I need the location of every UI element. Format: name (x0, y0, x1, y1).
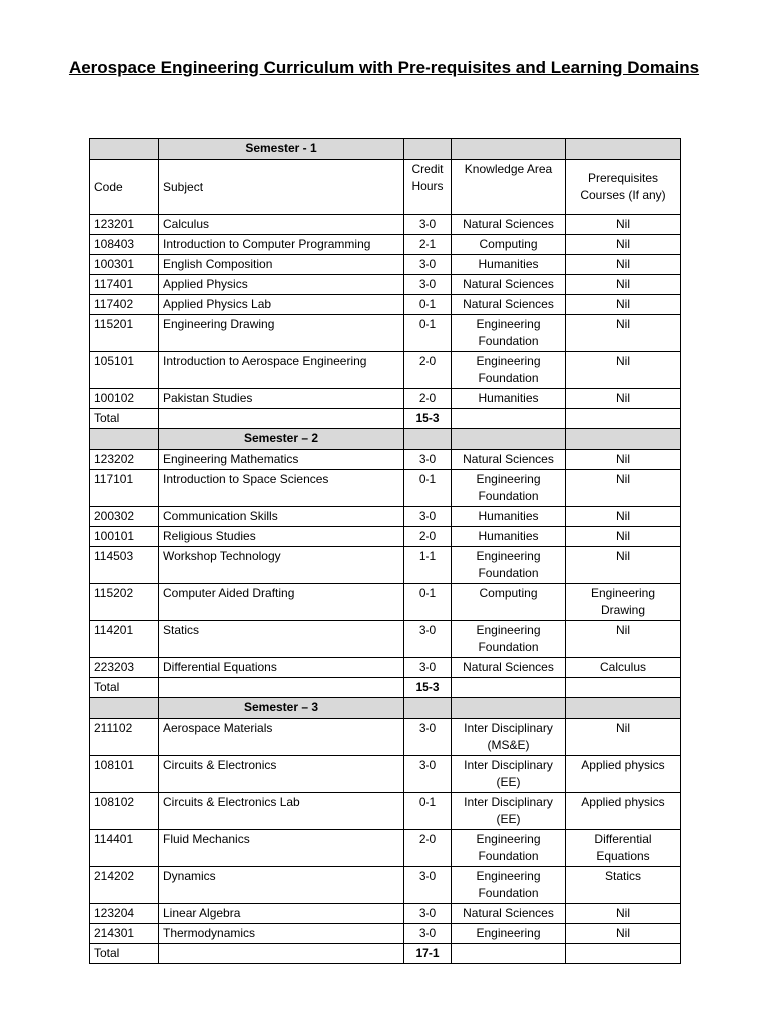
course-row (90, 756, 681, 793)
empty-cell (452, 139, 566, 160)
course-credit-hours: 2-0 (404, 352, 452, 389)
course-knowledge-area: Humanities (452, 255, 566, 275)
total-row (90, 678, 681, 698)
course-prerequisites: Nil (566, 527, 681, 547)
course-subject: Religious Studies (159, 527, 404, 547)
course-prerequisites: Nil (566, 235, 681, 255)
course-code: 123204 (90, 904, 159, 924)
course-code: 211102 (90, 719, 159, 756)
course-subject: Pakistan Studies (159, 389, 404, 409)
course-code: 115202 (90, 584, 159, 621)
course-knowledge-area: Natural Sciences (452, 215, 566, 235)
course-row (90, 830, 681, 867)
course-credit-hours: 2-1 (404, 235, 452, 255)
course-code: 114503 (90, 547, 159, 584)
course-credit-hours: 1-1 (404, 547, 452, 584)
total-credit-hours: 15-3 (404, 678, 452, 698)
course-credit-hours: 3-0 (404, 924, 452, 944)
course-prerequisites: Nil (566, 295, 681, 315)
course-credit-hours: 0-1 (404, 584, 452, 621)
course-prerequisites: Nil (566, 719, 681, 756)
course-row (90, 867, 681, 904)
course-prerequisites: Nil (566, 547, 681, 584)
course-prerequisites: Nil (566, 904, 681, 924)
course-prerequisites: Calculus (566, 658, 681, 678)
course-subject: Introduction to Space Sciences (159, 470, 404, 507)
course-prerequisites: Applied physics (566, 756, 681, 793)
course-code: 117101 (90, 470, 159, 507)
course-subject: Circuits & Electronics Lab (159, 793, 404, 830)
course-row (90, 235, 681, 255)
empty-cell (90, 429, 159, 450)
course-knowledge-area: Engineering Foundation (452, 867, 566, 904)
course-subject: Introduction to Computer Programming (159, 235, 404, 255)
empty-cell (566, 139, 681, 160)
course-code: 108403 (90, 235, 159, 255)
course-prerequisites: Nil (566, 352, 681, 389)
course-code: 114401 (90, 830, 159, 867)
course-credit-hours: 3-0 (404, 867, 452, 904)
course-row (90, 658, 681, 678)
course-row (90, 315, 681, 352)
course-subject: Aerospace Materials (159, 719, 404, 756)
course-code: 214301 (90, 924, 159, 944)
course-knowledge-area: Inter Disciplinary (EE) (452, 793, 566, 830)
column-header-prerequisites: Prerequisites Courses (If any) (566, 160, 681, 215)
course-knowledge-area: Natural Sciences (452, 904, 566, 924)
course-prerequisites: Nil (566, 255, 681, 275)
course-prerequisites: Statics (566, 867, 681, 904)
course-subject: Computer Aided Drafting (159, 584, 404, 621)
course-credit-hours: 3-0 (404, 275, 452, 295)
course-code: 214202 (90, 867, 159, 904)
course-row (90, 904, 681, 924)
course-code: 115201 (90, 315, 159, 352)
course-credit-hours: 3-0 (404, 507, 452, 527)
course-knowledge-area: Engineering Foundation (452, 470, 566, 507)
course-code: 123201 (90, 215, 159, 235)
empty-cell (452, 678, 566, 698)
total-label: Total (90, 944, 159, 964)
course-row (90, 275, 681, 295)
course-code: 100102 (90, 389, 159, 409)
course-credit-hours: 3-0 (404, 756, 452, 793)
course-credit-hours: 3-0 (404, 255, 452, 275)
column-header-credit-hours: Credit Hours (404, 160, 452, 215)
course-credit-hours: 0-1 (404, 470, 452, 507)
course-subject: Fluid Mechanics (159, 830, 404, 867)
empty-cell (452, 429, 566, 450)
semester-label: Semester – 2 (159, 429, 404, 450)
course-code: 108101 (90, 756, 159, 793)
empty-cell (90, 139, 159, 160)
empty-cell (404, 698, 452, 719)
course-credit-hours: 2-0 (404, 527, 452, 547)
course-code: 100101 (90, 527, 159, 547)
course-knowledge-area: Engineering (452, 924, 566, 944)
column-header-row (90, 160, 681, 215)
course-row (90, 295, 681, 315)
course-subject: Linear Algebra (159, 904, 404, 924)
course-knowledge-area: Engineering Foundation (452, 830, 566, 867)
course-code: 117401 (90, 275, 159, 295)
empty-cell (159, 678, 404, 698)
course-knowledge-area: Engineering Foundation (452, 352, 566, 389)
course-subject: Circuits & Electronics (159, 756, 404, 793)
empty-cell (566, 944, 681, 964)
course-prerequisites: Nil (566, 924, 681, 944)
course-knowledge-area: Natural Sciences (452, 275, 566, 295)
course-code: 105101 (90, 352, 159, 389)
course-knowledge-area: Humanities (452, 507, 566, 527)
course-subject: Differential Equations (159, 658, 404, 678)
course-knowledge-area: Natural Sciences (452, 295, 566, 315)
course-credit-hours: 0-1 (404, 295, 452, 315)
total-row (90, 944, 681, 964)
column-header-subject: Subject (159, 160, 404, 215)
course-subject: Calculus (159, 215, 404, 235)
course-knowledge-area: Humanities (452, 389, 566, 409)
empty-cell (159, 409, 404, 429)
empty-cell (90, 698, 159, 719)
course-credit-hours: 2-0 (404, 830, 452, 867)
course-row (90, 793, 681, 830)
course-code: 200302 (90, 507, 159, 527)
course-credit-hours: 3-0 (404, 658, 452, 678)
course-knowledge-area: Humanities (452, 527, 566, 547)
course-knowledge-area: Engineering Foundation (452, 547, 566, 584)
course-row (90, 450, 681, 470)
course-prerequisites: Nil (566, 470, 681, 507)
course-knowledge-area: Computing (452, 584, 566, 621)
page-title: Aerospace Engineering Curriculum with Pre-requisites and Learning Domains (68, 58, 700, 77)
course-code: 100301 (90, 255, 159, 275)
course-code: 114201 (90, 621, 159, 658)
course-subject: Statics (159, 621, 404, 658)
semester-header-row (90, 139, 681, 160)
course-credit-hours: 0-1 (404, 315, 452, 352)
semester-label: Semester – 3 (159, 698, 404, 719)
course-prerequisites: Engineering Drawing (566, 584, 681, 621)
course-credit-hours: 2-0 (404, 389, 452, 409)
course-row (90, 924, 681, 944)
course-row (90, 352, 681, 389)
column-header-knowledge-area: Knowledge Area (452, 160, 566, 215)
course-subject: Workshop Technology (159, 547, 404, 584)
curriculum-table (89, 138, 681, 964)
course-code: 108102 (90, 793, 159, 830)
course-prerequisites: Applied physics (566, 793, 681, 830)
course-knowledge-area: Natural Sciences (452, 450, 566, 470)
empty-cell (566, 678, 681, 698)
course-knowledge-area: Inter Disciplinary (MS&E) (452, 719, 566, 756)
course-knowledge-area: Inter Disciplinary (EE) (452, 756, 566, 793)
course-credit-hours: 3-0 (404, 719, 452, 756)
empty-cell (566, 698, 681, 719)
course-credit-hours: 3-0 (404, 904, 452, 924)
course-prerequisites: Nil (566, 275, 681, 295)
course-row (90, 719, 681, 756)
course-prerequisites: Nil (566, 621, 681, 658)
empty-cell (452, 409, 566, 429)
course-subject: English Composition (159, 255, 404, 275)
total-credit-hours: 15-3 (404, 409, 452, 429)
course-credit-hours: 0-1 (404, 793, 452, 830)
course-row (90, 389, 681, 409)
course-row (90, 527, 681, 547)
empty-cell (452, 944, 566, 964)
empty-cell (404, 139, 452, 160)
course-prerequisites: Nil (566, 389, 681, 409)
course-knowledge-area: Engineering Foundation (452, 621, 566, 658)
empty-cell (404, 429, 452, 450)
course-prerequisites: Nil (566, 315, 681, 352)
course-row (90, 621, 681, 658)
course-row (90, 507, 681, 527)
course-subject: Applied Physics (159, 275, 404, 295)
course-row (90, 215, 681, 235)
total-label: Total (90, 409, 159, 429)
empty-cell (452, 698, 566, 719)
course-credit-hours: 3-0 (404, 621, 452, 658)
course-knowledge-area: Natural Sciences (452, 658, 566, 678)
semester-header-row (90, 698, 681, 719)
course-subject: Thermodynamics (159, 924, 404, 944)
column-header-code: Code (90, 160, 159, 215)
total-credit-hours: 17-1 (404, 944, 452, 964)
course-credit-hours: 3-0 (404, 215, 452, 235)
course-subject: Introduction to Aerospace Engineering (159, 352, 404, 389)
empty-cell (159, 944, 404, 964)
total-row (90, 409, 681, 429)
course-subject: Dynamics (159, 867, 404, 904)
course-prerequisites: Differential Equations (566, 830, 681, 867)
course-row (90, 547, 681, 584)
semester-label: Semester - 1 (159, 139, 404, 160)
empty-cell (566, 429, 681, 450)
course-subject: Engineering Drawing (159, 315, 404, 352)
course-subject: Applied Physics Lab (159, 295, 404, 315)
course-credit-hours: 3-0 (404, 450, 452, 470)
course-code: 117402 (90, 295, 159, 315)
course-code: 123202 (90, 450, 159, 470)
course-subject: Engineering Mathematics (159, 450, 404, 470)
total-label: Total (90, 678, 159, 698)
course-row (90, 470, 681, 507)
course-row (90, 255, 681, 275)
curriculum-table-body (90, 139, 681, 964)
course-subject: Communication Skills (159, 507, 404, 527)
course-prerequisites: Nil (566, 507, 681, 527)
course-knowledge-area: Engineering Foundation (452, 315, 566, 352)
course-row (90, 584, 681, 621)
empty-cell (566, 409, 681, 429)
course-code: 223203 (90, 658, 159, 678)
course-knowledge-area: Computing (452, 235, 566, 255)
semester-header-row (90, 429, 681, 450)
course-prerequisites: Nil (566, 215, 681, 235)
course-prerequisites: Nil (566, 450, 681, 470)
